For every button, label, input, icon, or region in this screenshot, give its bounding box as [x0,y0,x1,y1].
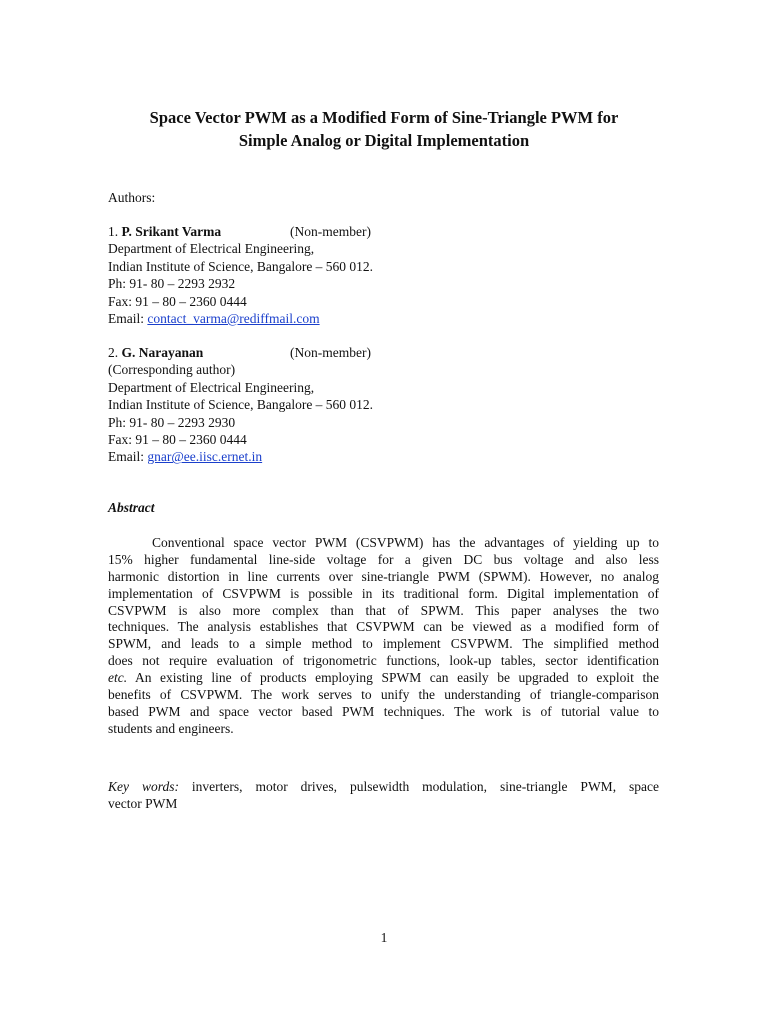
author-1-phone: Ph: 91- 80 – 2293 2932 [108,276,236,292]
authors-label: Authors: [108,190,156,205]
abstract-line-12: students and engineers. [108,720,234,736]
abstract-body [108,535,659,738]
author-2-phone: Ph: 91- 80 – 2293 2930 [108,414,236,430]
author-1-email-line [108,310,528,327]
author-1 [108,223,528,327]
keywords-label: Key words: [108,779,179,794]
abstract-line-10: benefits of CSVPWM. The work serves to unify the understanding of triangle-comparison [108,687,659,703]
author-1-email-link[interactable]: contact_varma@rediffmail.com [147,311,320,327]
author-2-email-line [108,448,528,465]
page-number: 1 [380,930,388,945]
abstract-line-8: does not require evaluation of trigonometric functions, look-up tables, sector identification [108,653,659,669]
author-2-note: (Corresponding author) [108,362,236,378]
author-1-email-label: Email: [108,311,148,327]
abstract-line-7: SPWM, and leads to a simple method to implement CSVPWM. The simplified method [108,636,659,652]
abstract-line-3: harmonic distortion in line currents over sine-triangle PWM (SPWM). However, no analog [108,568,659,584]
title-line-2: Simple Analog or Digital Implementation [238,131,530,150]
author-1-name: P. Srikant Varma [121,224,222,239]
author-2-name: G. Narayanan [121,345,204,360]
author-1-department: Department of Electrical Engineering, [108,241,315,257]
author-2-email-link[interactable]: gnar@ee.iisc.ernet.in [147,449,263,465]
abstract-line-5: CSVPWM is also more complex than that of SPWM. This paper analyses the two [108,602,659,618]
abstract-line-11: based PWM and space vector based PWM techniques. The work is of tutorial value to [108,703,659,719]
abstract-line-2: 15% higher fundamental line-side voltage for a given DC bus voltage and also less [108,551,659,567]
abstract-line-9 [108,670,659,687]
keywords-line-2: vector PWM [108,796,178,812]
author-2-status: (Non-member) [290,345,371,360]
author-1-institute: Indian Institute of Science, Bangalore – 560 012. [108,258,374,274]
keywords [108,778,659,813]
author-1-number: 1. [108,224,119,239]
abstract-line-1: Conventional space vector PWM (CSVPWM) has the advantages of yielding up to [152,535,659,550]
author-1-status: (Non-member) [290,224,371,239]
author-2-number: 2. [108,345,119,360]
abstract-etc: etc. [108,670,128,686]
abstract-line-6: techniques. The analysis establishes that CSVPWM can be viewed as a modified form of [108,619,659,635]
author-1-fax: Fax: 91 – 80 – 2360 0444 [108,293,247,309]
author-2 [108,344,528,466]
abstract-line-9-text: An existing line of products employing SPWM can easily be upgraded to exploit the [134,670,659,686]
author-2-institute: Indian Institute of Science, Bangalore – 560 012. [108,397,374,413]
keywords-line-1 [108,778,659,795]
author-2-department: Department of Electrical Engineering, [108,379,315,395]
paper-title [100,106,668,152]
author-2-email-label: Email: [108,449,148,465]
abstract-heading: Abstract [108,500,155,515]
title-line-1: Space Vector PWM as a Modified Form of Sine-Triangle PWM for [149,108,619,127]
keywords-text: inverters, motor drives, pulsewidth modulation, sine-triangle PWM, space [178,779,659,794]
author-2-fax: Fax: 91 – 80 – 2360 0444 [108,432,247,448]
abstract-line-4: implementation of CSVPWM is possible in its traditional form. Digital implementation of [108,585,659,601]
